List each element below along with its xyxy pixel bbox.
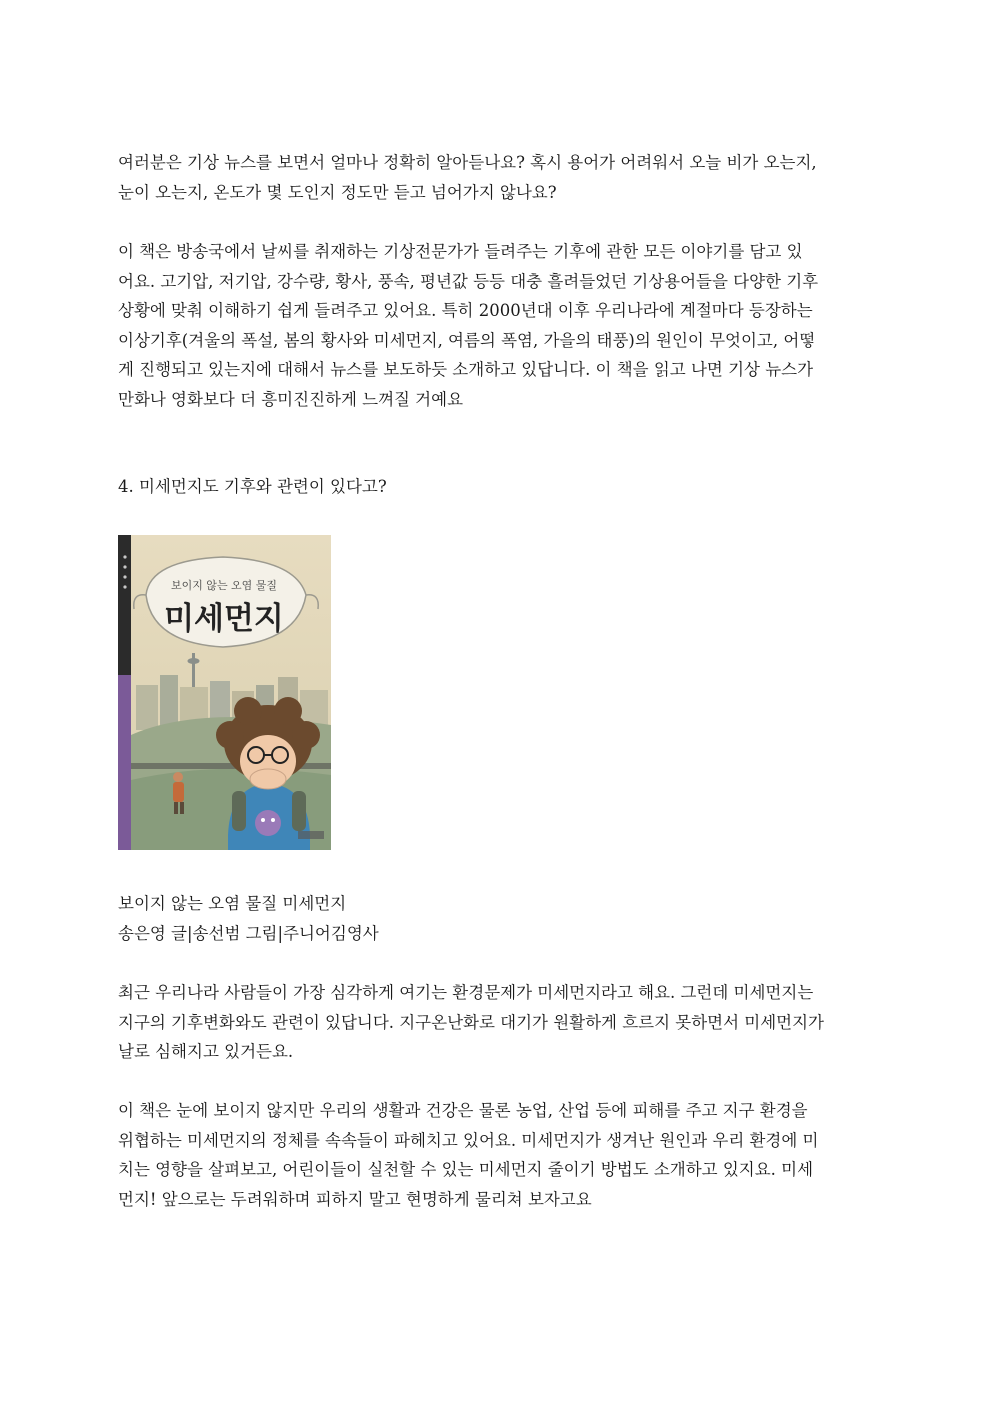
text-line: 날로 심해지고 있거든요. (118, 1042, 294, 1061)
cover-subtitle: 보이지 않는 오염 물질 (170, 579, 278, 592)
text-line: 최근 우리나라 사람들이 가장 심각하게 여기는 환경문제가 미세먼지라고 해요. 그런데 미세먼지는 (118, 983, 814, 1002)
cover-title: 미세먼지 (164, 601, 284, 637)
book-credits: 송은영 글|송선범 그림|주니어김영사 (118, 923, 379, 943)
text-line: 눈이 오는지, 온도가 몇 도인지 정도만 듣고 넘어가지 않나요? (118, 182, 557, 202)
book4-description (118, 1096, 874, 1214)
book4-intro (118, 978, 874, 1067)
section-heading: 4. 미세먼지도 기후와 관련이 있다고? (118, 477, 387, 496)
book-info (118, 889, 874, 948)
text-line: 여러분은 기상 뉴스를 보면서 얼마나 정확히 알아듣나요? 혹시 용어가 어려워서 오늘 비가 오는지, (118, 153, 817, 172)
text-line: 치는 영향을 살펴보고, 어린이들이 실천할 수 있는 미세먼지 줄이기 방법도 소개하고 있지요. 미세 (118, 1160, 814, 1179)
text-line: 먼지! 앞으로는 두려워하며 피하지 말고 현명하게 물리쳐 보자고요 (118, 1189, 592, 1209)
text-line: 이상기후(겨울의 폭설, 봄의 황사와 미세먼지, 여름의 폭염, 가을의 태풍)의 원인이 무엇이고, 어떻 (118, 330, 816, 350)
text-line: 이 책은 눈에 보이지 않지만 우리의 생활과 건강은 물론 농업, 산업 등에 피해를 주고 지구 환경을 (118, 1101, 808, 1120)
intro-paragraph (118, 148, 874, 207)
text-line: 게 진행되고 있는지에 대해서 뉴스를 보도하듯 소개하고 있답니다. 이 책을 읽고 나면 기상 뉴스가 (118, 360, 814, 379)
text-line: 상황에 맞춰 이해하기 쉽게 들려주고 있어요. 특히 2000년대 이후 우리나라에 계절마다 등장하는 (118, 301, 813, 320)
text-line: 지구의 기후변화와도 관련이 있답니다. 지구온난화로 대기가 원활하게 흐르지 못하면서 미세먼지가 (118, 1012, 824, 1032)
book3-description (118, 237, 874, 414)
text-line: 위협하는 미세먼지의 정체를 속속들이 파헤치고 있어요. 미세먼지가 생겨난 원인과 우리 환경에 미 (118, 1130, 819, 1150)
book-title: 보이지 않는 오염 물질 미세먼지 (118, 894, 347, 913)
text-line: 이 책은 방송국에서 날씨를 취재하는 기상전문가가 들려주는 기후에 관한 모든 이야기를 담고 있 (118, 242, 803, 261)
text-line: 만화나 영화보다 더 흥미진진하게 느껴질 거예요 (118, 389, 464, 409)
book-cover-image (118, 535, 331, 850)
text-line: 어요. 고기압, 저기압, 강수량, 황사, 풍속, 평년값 등등 대충 흘려들었던 기상용어들을 다양한 기후 (118, 271, 819, 291)
